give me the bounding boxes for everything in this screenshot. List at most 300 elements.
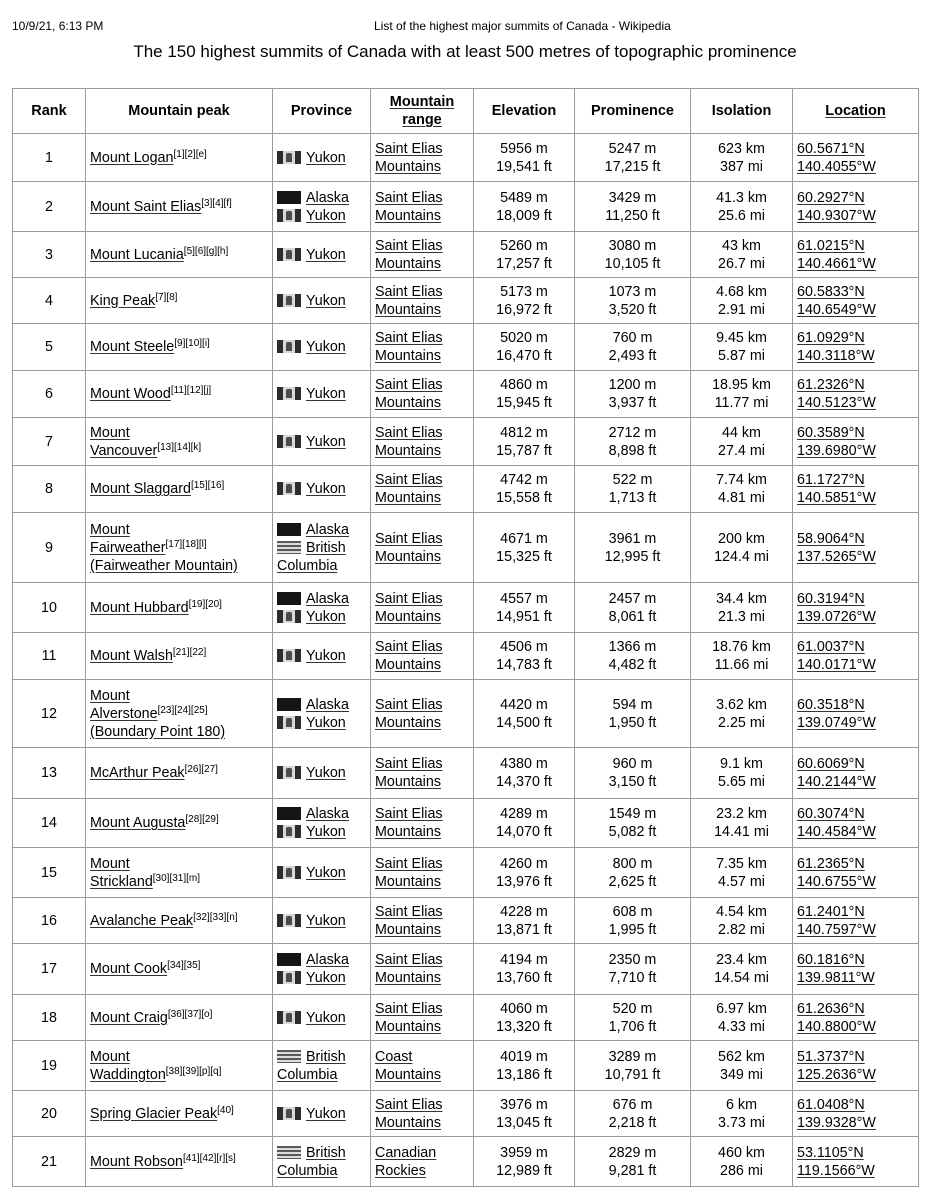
- longitude-link[interactable]: 140.0171°W: [797, 657, 876, 673]
- peak-link[interactable]: Mount: [90, 1048, 130, 1065]
- province-link[interactable]: Alaska: [306, 952, 349, 968]
- latitude-link[interactable]: 61.2326°N: [797, 377, 865, 393]
- peak-link[interactable]: Mount Saint Elias: [90, 198, 202, 215]
- province-link[interactable]: Yukon: [306, 339, 346, 355]
- range-link-line-1[interactable]: Saint Elias: [375, 237, 443, 254]
- prominence-feet: 10,791 ft: [604, 1066, 661, 1083]
- province-link[interactable]: Yukon: [306, 246, 346, 263]
- peak-link[interactable]: Strickland: [90, 873, 153, 890]
- province-link[interactable]: British: [306, 1048, 346, 1065]
- yukon-flag-icon: [277, 151, 301, 164]
- prominence-feet: 2,218 ft: [608, 1114, 657, 1131]
- latitude-link[interactable]: 61.0037°N: [797, 639, 865, 655]
- rank-cell: 17: [13, 944, 86, 995]
- peak-link[interactable]: Mount: [90, 855, 130, 872]
- range-link-line-1[interactable]: Saint Elias: [375, 424, 443, 441]
- range-link-line-1[interactable]: Saint Elias: [375, 377, 443, 393]
- elevation-cell: [474, 278, 575, 324]
- range-link-line-1[interactable]: Canadian: [375, 1144, 437, 1161]
- peak-cell: [86, 633, 273, 680]
- location-cell: [793, 324, 919, 371]
- peak-link[interactable]: Mount Logan: [90, 149, 174, 166]
- range-link-line-2[interactable]: Mountains: [375, 1018, 441, 1035]
- elevation-cell: [474, 1137, 575, 1187]
- range-link-line-2[interactable]: Mountains: [375, 207, 441, 224]
- rank-cell: 16: [13, 898, 86, 944]
- peak-link[interactable]: King Peak: [90, 292, 156, 309]
- range-link-line-1[interactable]: Saint Elias: [375, 530, 443, 547]
- range-link-line-2[interactable]: Mountains: [375, 824, 441, 840]
- citation-refs[interactable]: [28][29]: [185, 814, 219, 825]
- elevation-feet: 15,945 ft: [496, 395, 552, 411]
- peak-link[interactable]: Fairweather: [90, 539, 166, 556]
- elevation-feet: 13,871 ft: [496, 921, 552, 938]
- isolation-cell: [691, 466, 793, 513]
- citation-refs[interactable]: [13][14][k]: [157, 441, 202, 453]
- elevation-feet: 17,257 ft: [496, 255, 552, 272]
- isolation-mi: 26.7 mi: [718, 255, 765, 272]
- province-link[interactable]: Yukon: [306, 481, 346, 497]
- range-link-line-1[interactable]: Saint Elias: [375, 903, 443, 920]
- range-link-line-1[interactable]: Saint Elias: [375, 330, 443, 346]
- range-cell: [371, 898, 474, 944]
- peak-cell: [86, 278, 273, 324]
- citation-refs[interactable]: [23][24][25]: [157, 704, 208, 716]
- province-link[interactable]: Yukon: [306, 608, 346, 625]
- citation-refs[interactable]: [30][31][m]: [152, 872, 201, 884]
- range-link-line-2[interactable]: Mountains: [375, 873, 441, 890]
- range-link-line-2[interactable]: Rockies: [375, 1162, 426, 1179]
- province-cell: [273, 232, 371, 278]
- page-heading: The 150 highest summits of Canada with at least 500 metres of topographic prominence: [133, 42, 797, 61]
- range-link-line-1[interactable]: Saint Elias: [375, 472, 443, 488]
- elevation-metres: 4557 m: [500, 590, 548, 607]
- range-link-line-2[interactable]: Mountains: [375, 1066, 441, 1083]
- peak-link[interactable]: Vancouver: [90, 442, 158, 459]
- latitude-link[interactable]: 61.0408°N: [797, 1096, 865, 1113]
- longitude-link[interactable]: 137.5265°W: [797, 548, 876, 565]
- peak-link[interactable]: Mount Augusta: [90, 815, 186, 831]
- peak-link[interactable]: (Boundary Point 180): [90, 723, 226, 740]
- longitude-link[interactable]: 139.9811°W: [797, 970, 875, 986]
- peak-cell: [86, 418, 273, 466]
- elevation-cell: [474, 944, 575, 995]
- prominence-metres: 2350 m: [608, 952, 657, 968]
- province-link[interactable]: Yukon: [306, 765, 346, 781]
- latitude-link[interactable]: 60.3074°N: [797, 806, 865, 822]
- range-header-line-2[interactable]: range: [402, 112, 442, 128]
- citation-refs[interactable]: [38][39][p][q]: [165, 1065, 222, 1077]
- alaska-flag-icon: [277, 953, 301, 966]
- province-link[interactable]: Alaska: [306, 189, 349, 206]
- peak-line: [90, 764, 268, 782]
- province-link[interactable]: British: [306, 1144, 346, 1161]
- prominence-feet: 5,082 ft: [608, 824, 657, 840]
- range-link-line-1[interactable]: Saint Elias: [375, 952, 443, 968]
- province-link[interactable]: Yukon: [306, 714, 346, 731]
- location-header-label[interactable]: Location: [825, 103, 886, 119]
- prominence-metres: 760 m: [612, 330, 653, 346]
- alaska-flag-icon: [277, 191, 301, 204]
- elevation-metres: 5260 m: [500, 237, 548, 254]
- longitude-link[interactable]: 140.3118°W: [797, 348, 875, 364]
- latitude-link[interactable]: 61.2365°N: [797, 855, 865, 872]
- table-row: [13, 633, 919, 680]
- longitude-link[interactable]: 140.2144°W: [797, 774, 876, 790]
- longitude-link[interactable]: 139.0749°W: [797, 714, 876, 731]
- column-header-location[interactable]: [793, 89, 919, 134]
- column-header-peak[interactable]: Mountain peak: [86, 89, 273, 134]
- citation-refs[interactable]: [41][42][r][s]: [183, 1152, 236, 1164]
- range-link-line-2[interactable]: Mountains: [375, 348, 441, 364]
- citation-refs[interactable]: [1][2][e]: [173, 148, 207, 160]
- province-link[interactable]: Yukon: [306, 1105, 346, 1122]
- peak-link[interactable]: Mount Craig: [90, 1009, 168, 1026]
- isolation-mi: 14.41 mi: [714, 824, 769, 840]
- province-link[interactable]: Alaska: [306, 696, 349, 713]
- yukon-flag-icon: [277, 387, 301, 400]
- citation-refs[interactable]: [19][20]: [188, 598, 222, 610]
- province-link[interactable]: Yukon: [306, 433, 346, 450]
- isolation-km: 44 km: [722, 424, 761, 441]
- citation-refs[interactable]: [9][10][i]: [174, 338, 210, 349]
- isolation-mi: 5.87 mi: [718, 348, 765, 364]
- province-link[interactable]: Yukon: [306, 648, 346, 664]
- latitude-link[interactable]: 60.5833°N: [797, 283, 865, 300]
- longitude-link[interactable]: 140.5123°W: [797, 395, 876, 411]
- range-cell: [371, 848, 474, 898]
- citation-refs[interactable]: [15][16]: [190, 480, 225, 491]
- latitude-link[interactable]: 60.3194°N: [797, 590, 865, 607]
- province-link[interactable]: Columbia: [277, 557, 338, 574]
- province-link[interactable]: Yukon: [306, 386, 346, 402]
- range-cell: [371, 371, 474, 418]
- location-cell: [793, 944, 919, 995]
- peak-line: [90, 539, 268, 557]
- table-row: [13, 1137, 919, 1187]
- latitude-link[interactable]: 60.6069°N: [797, 756, 865, 772]
- british-columbia-flag-icon: [277, 1146, 301, 1159]
- range-link-line-1[interactable]: Coast: [375, 1048, 413, 1065]
- peak-link[interactable]: Mount Lucania: [90, 246, 184, 263]
- elevation-cell: [474, 680, 575, 748]
- location-cell: [793, 1091, 919, 1137]
- citation-refs[interactable]: [11][12][j]: [170, 385, 212, 396]
- range-link-line-1[interactable]: Saint Elias: [375, 756, 443, 772]
- peak-link[interactable]: Mount Wood: [90, 386, 171, 402]
- province-cell: [273, 182, 371, 232]
- elevation-cell: [474, 1091, 575, 1137]
- summits-table: [12, 88, 919, 1187]
- province-link[interactable]: Yukon: [306, 824, 346, 840]
- range-link-line-2[interactable]: Mountains: [375, 158, 441, 175]
- peak-link[interactable]: Mount: [90, 687, 130, 704]
- range-link-line-2[interactable]: Mountains: [375, 490, 441, 506]
- column-header-elevation[interactable]: Elevation: [474, 89, 575, 134]
- range-link-line-2[interactable]: Mountains: [375, 608, 441, 625]
- peak-cell: [86, 371, 273, 418]
- peak-line: [90, 480, 268, 498]
- range-link-line-2[interactable]: Mountains: [375, 657, 441, 673]
- latitude-link[interactable]: 61.0215°N: [797, 237, 865, 254]
- range-link-line-2[interactable]: Mountains: [375, 1114, 441, 1131]
- range-cell: [371, 799, 474, 848]
- range-link-line-2[interactable]: Mountains: [375, 548, 441, 565]
- elevation-cell: [474, 324, 575, 371]
- peak-line: [90, 338, 268, 356]
- peak-link[interactable]: Spring Glacier Peak: [90, 1105, 218, 1122]
- peak-line: [90, 557, 268, 575]
- latitude-link[interactable]: 60.1816°N: [797, 952, 865, 968]
- elevation-metres: 4812 m: [500, 424, 548, 441]
- yukon-flag-icon: [277, 914, 301, 927]
- latitude-link[interactable]: 61.1727°N: [797, 472, 865, 488]
- rank-cell: 6: [13, 371, 86, 418]
- isolation-km: 7.35 km: [716, 855, 767, 872]
- citation-refs[interactable]: [32][33][n]: [193, 911, 238, 923]
- peak-line: [90, 149, 268, 167]
- range-link-line-1[interactable]: Saint Elias: [375, 590, 443, 607]
- peak-link[interactable]: Mount Hubbard: [90, 599, 189, 616]
- isolation-cell: [691, 633, 793, 680]
- citation-refs[interactable]: [17][18][l]: [165, 538, 207, 550]
- range-link-line-1[interactable]: Saint Elias: [375, 1000, 443, 1017]
- latitude-link[interactable]: 61.0929°N: [797, 330, 865, 346]
- province-cell: [273, 418, 371, 466]
- prominence-feet: 17,215 ft: [604, 158, 661, 175]
- province-link[interactable]: Alaska: [306, 806, 349, 822]
- province-line: [277, 338, 366, 356]
- peak-line: [90, 814, 268, 832]
- prominence-cell: [575, 134, 691, 182]
- location-cell: [793, 680, 919, 748]
- citation-refs[interactable]: [26][27]: [184, 764, 218, 775]
- location-cell: [793, 371, 919, 418]
- peak-link[interactable]: Mount Slaggard: [90, 481, 191, 497]
- range-link-line-1[interactable]: Saint Elias: [375, 283, 443, 300]
- range-cell: [371, 1041, 474, 1091]
- location-cell: [793, 583, 919, 633]
- province-link[interactable]: Alaska: [306, 521, 349, 538]
- range-cell: [371, 1137, 474, 1187]
- range-link-line-2[interactable]: Mountains: [375, 301, 441, 318]
- range-link-line-2[interactable]: Mountains: [375, 774, 441, 790]
- citation-refs[interactable]: [21][22]: [172, 647, 207, 658]
- peak-link[interactable]: Waddington: [90, 1066, 166, 1083]
- longitude-link[interactable]: 139.9328°W: [797, 1114, 876, 1131]
- elevation-cell: [474, 232, 575, 278]
- range-link-line-2[interactable]: Mountains: [375, 714, 441, 731]
- province-line: [277, 696, 366, 714]
- province-link[interactable]: Yukon: [306, 1009, 346, 1026]
- peak-link[interactable]: Mount Cook: [90, 961, 168, 977]
- latitude-link[interactable]: 53.1105°N: [797, 1144, 864, 1161]
- latitude-link[interactable]: 61.2401°N: [797, 903, 865, 920]
- citation-refs[interactable]: [40]: [217, 1104, 234, 1116]
- range-link-line-2[interactable]: Mountains: [375, 442, 441, 459]
- longitude-link[interactable]: 139.6980°W: [797, 442, 876, 459]
- column-header-prominence[interactable]: Prominence: [575, 89, 691, 134]
- peak-cell: [86, 1041, 273, 1091]
- province-link[interactable]: Columbia: [277, 1162, 338, 1179]
- province-link[interactable]: Yukon: [306, 292, 346, 309]
- province-link[interactable]: Yukon: [306, 207, 346, 224]
- longitude-link[interactable]: 119.1566°W: [797, 1162, 875, 1179]
- elevation-cell: [474, 799, 575, 848]
- longitude-link[interactable]: 125.2636°W: [797, 1066, 876, 1083]
- range-cell: [371, 513, 474, 583]
- prominence-cell: [575, 278, 691, 324]
- province-link[interactable]: Columbia: [277, 1066, 338, 1083]
- province-line: [277, 539, 366, 557]
- range-link-line-1[interactable]: Saint Elias: [375, 189, 443, 206]
- range-link-line-2[interactable]: Mountains: [375, 395, 441, 411]
- latitude-link[interactable]: 61.2636°N: [797, 1000, 865, 1017]
- latitude-link[interactable]: 60.3589°N: [797, 424, 865, 441]
- latitude-link[interactable]: 60.3518°N: [797, 696, 865, 713]
- column-header-range[interactable]: [371, 89, 474, 134]
- citation-refs[interactable]: [36][37][o]: [167, 1008, 213, 1020]
- elevation-cell: [474, 466, 575, 513]
- peak-link[interactable]: Mount: [90, 521, 130, 538]
- peak-link[interactable]: (Fairweather Mountain): [90, 557, 238, 574]
- longitude-link[interactable]: 140.7597°W: [797, 921, 876, 938]
- isolation-mi: 4.57 mi: [718, 873, 765, 890]
- longitude-link[interactable]: 140.4661°W: [797, 255, 876, 272]
- prominence-metres: 960 m: [612, 756, 653, 772]
- column-header-rank[interactable]: Rank: [13, 89, 86, 134]
- peak-cell: [86, 1137, 273, 1187]
- peak-cell: [86, 324, 273, 371]
- province-line: [277, 1048, 366, 1066]
- table-row: [13, 134, 919, 182]
- peak-link[interactable]: Mount Steele: [90, 339, 175, 355]
- peak-link[interactable]: Alverstone: [90, 705, 158, 722]
- location-cell: [793, 633, 919, 680]
- peak-line: [90, 723, 268, 741]
- longitude-link[interactable]: 140.6549°W: [797, 301, 876, 318]
- range-link-line-1[interactable]: Saint Elias: [375, 855, 443, 872]
- longitude-link[interactable]: 140.5851°W: [797, 490, 876, 506]
- province-link[interactable]: Yukon: [306, 864, 346, 881]
- isolation-cell: [691, 371, 793, 418]
- longitude-link[interactable]: 139.0726°W: [797, 608, 876, 625]
- elevation-feet: 14,070 ft: [496, 824, 552, 840]
- latitude-link[interactable]: 60.5671°N: [797, 140, 865, 157]
- province-link[interactable]: Alaska: [306, 590, 349, 607]
- peak-link[interactable]: Mount: [90, 424, 130, 441]
- province-line: [277, 521, 366, 539]
- longitude-link[interactable]: 140.8800°W: [797, 1018, 876, 1035]
- province-link[interactable]: British: [306, 539, 346, 556]
- range-link-line-1[interactable]: Saint Elias: [375, 806, 443, 822]
- longitude-link[interactable]: 140.4055°W: [797, 158, 876, 175]
- latitude-link[interactable]: 51.3737°N: [797, 1048, 865, 1065]
- rank-cell: 9: [13, 513, 86, 583]
- yukon-flag-icon: [277, 209, 301, 222]
- peak-link[interactable]: Mount Robson: [90, 1153, 183, 1170]
- citation-refs[interactable]: [3][4][f]: [201, 197, 232, 209]
- table-row: [13, 898, 919, 944]
- location-cell: [793, 182, 919, 232]
- province-line: [277, 1066, 366, 1084]
- column-header-isolation[interactable]: Isolation: [691, 89, 793, 134]
- latitude-link[interactable]: 60.2927°N: [797, 189, 865, 206]
- longitude-link[interactable]: 140.6755°W: [797, 873, 876, 890]
- range-link-line-1[interactable]: Saint Elias: [375, 639, 443, 655]
- peak-line: [90, 1066, 268, 1084]
- prominence-cell: [575, 182, 691, 232]
- range-header-line-1[interactable]: Mountain: [389, 94, 455, 110]
- elevation-feet: 19,541 ft: [496, 158, 552, 175]
- peak-line: [90, 705, 268, 723]
- citation-refs[interactable]: [34][35]: [167, 960, 201, 971]
- alaska-flag-icon: [277, 698, 301, 711]
- yukon-flag-icon: [277, 825, 301, 838]
- elevation-feet: 13,976 ft: [496, 873, 552, 890]
- peak-line: [90, 599, 268, 617]
- location-cell: [793, 278, 919, 324]
- province-line: [277, 912, 366, 930]
- province-link[interactable]: Yukon: [306, 912, 346, 929]
- prominence-metres: 1366 m: [608, 639, 657, 655]
- elevation-cell: [474, 995, 575, 1041]
- province-link[interactable]: Yukon: [306, 149, 346, 166]
- yukon-flag-icon: [277, 610, 301, 623]
- peak-link[interactable]: Avalanche Peak: [90, 912, 194, 929]
- province-link[interactable]: Yukon: [306, 970, 346, 986]
- range-link-line-1[interactable]: Saint Elias: [375, 1096, 443, 1113]
- rank-cell: 10: [13, 583, 86, 633]
- yukon-flag-icon: [277, 482, 301, 495]
- province-line: [277, 714, 366, 732]
- range-cell: [371, 995, 474, 1041]
- longitude-link[interactable]: 140.4584°W: [797, 824, 876, 840]
- prominence-cell: [575, 466, 691, 513]
- citation-refs[interactable]: [7][8]: [155, 291, 178, 303]
- isolation-cell: [691, 182, 793, 232]
- yukon-flag-icon: [277, 435, 301, 448]
- column-header-province[interactable]: Province: [273, 89, 371, 134]
- prominence-feet: 3,150 ft: [608, 774, 657, 790]
- prominence-metres: 2829 m: [608, 1144, 657, 1161]
- rank-cell: 12: [13, 680, 86, 748]
- table-row: [13, 371, 919, 418]
- latitude-link[interactable]: 58.9064°N: [797, 530, 865, 547]
- range-link-line-2[interactable]: Mountains: [375, 255, 441, 272]
- peak-link[interactable]: McArthur Peak: [90, 765, 185, 781]
- range-link-line-1[interactable]: Saint Elias: [375, 140, 443, 157]
- range-cell: [371, 466, 474, 513]
- range-link-line-2[interactable]: Mountains: [375, 921, 441, 938]
- citation-refs[interactable]: [5][6][g][h]: [183, 245, 229, 257]
- peak-link[interactable]: Mount Walsh: [90, 648, 173, 664]
- prominence-cell: [575, 995, 691, 1041]
- isolation-cell: [691, 278, 793, 324]
- province-line: [277, 189, 366, 207]
- isolation-cell: [691, 898, 793, 944]
- elevation-metres: 4420 m: [500, 696, 548, 713]
- range-link-line-1[interactable]: Saint Elias: [375, 696, 443, 713]
- elevation-metres: 4742 m: [500, 472, 548, 488]
- longitude-link[interactable]: 140.9307°W: [797, 207, 876, 224]
- elevation-metres: 4060 m: [500, 1000, 548, 1017]
- peak-line: [90, 647, 268, 665]
- elevation-metres: 5020 m: [500, 330, 548, 346]
- province-cell: [273, 513, 371, 583]
- isolation-km: 623 km: [718, 140, 765, 157]
- range-link-line-2[interactable]: Mountains: [375, 970, 441, 986]
